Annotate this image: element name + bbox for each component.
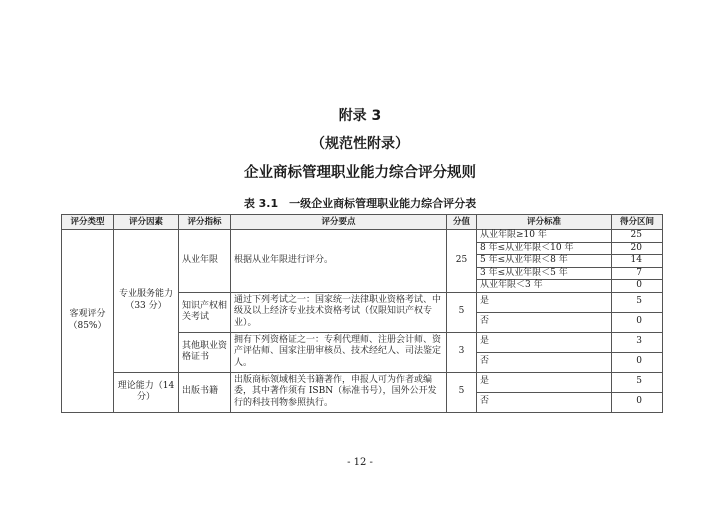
indicator-cell: 其他职业资格证书 (179, 332, 231, 372)
point-cell: 通过下列考试之一：国家统一法律职业资格考试、中级及以上经济专业技术资格考试（仅限知识产权专业）。 (231, 292, 447, 332)
range-cell: 5 (612, 292, 663, 312)
factor-cell: 专业服务能力（33 分） (114, 230, 179, 373)
category-cell: 客观评分（85%） (62, 230, 114, 413)
indicator-cell: 出版书籍 (179, 372, 231, 412)
header-range: 得分区间 (612, 215, 663, 230)
appendix-note: （规范性附录） (311, 136, 409, 152)
standard-cell: 否 (477, 392, 612, 412)
point-cell: 出版商标领域相关书籍著作，申报人可为作者或编委，其中著作须有 ISBN（标准书号），国外公开发行的科技刊物参照执行。 (231, 372, 447, 412)
standard-cell: 是 (477, 292, 612, 312)
standard-cell: 是 (477, 332, 612, 352)
appendix-label: 附录 3 (338, 108, 382, 124)
standard-cell: 8 年≤从业年限＜10 年 (477, 242, 612, 255)
table-header-row (62, 215, 663, 230)
score-cell: 5 (447, 372, 477, 412)
range-cell: 0 (612, 392, 663, 412)
header-standard: 评分标准 (477, 215, 612, 230)
range-cell: 3 (612, 332, 663, 352)
score-cell: 3 (447, 332, 477, 372)
point-cell: 拥有下列资格证之一：专利代理师、注册会计师、资产评估师、国家注册审核员、技术经纪人、司法鉴定人。 (231, 332, 447, 372)
table-row (62, 230, 663, 243)
table-row (62, 372, 663, 392)
header-point: 评分要点 (231, 215, 447, 230)
point-cell: 根据从业年限进行评分。 (231, 230, 447, 293)
factor-cell: 理论能力（14 分） (114, 372, 179, 412)
range-cell: 7 (612, 267, 663, 280)
standard-cell: 否 (477, 352, 612, 372)
table-caption: 表 3.1 一级企业商标管理职业能力综合评分表 (243, 197, 477, 210)
standard-cell: 从业年限＜3 年 (477, 280, 612, 293)
page-number: - 12 - (347, 457, 373, 468)
standard-cell: 是 (477, 372, 612, 392)
range-cell: 0 (612, 352, 663, 372)
standard-cell: 5 年≤从业年限＜8 年 (477, 255, 612, 268)
score-table (61, 214, 663, 413)
indicator-cell: 知识产权相关考试 (179, 292, 231, 332)
range-cell: 20 (612, 242, 663, 255)
range-cell: 0 (612, 312, 663, 332)
indicator-cell: 从业年限 (179, 230, 231, 293)
score-cell: 5 (447, 292, 477, 332)
header-factor: 评分因素 (114, 215, 179, 230)
range-cell: 14 (612, 255, 663, 268)
header-category: 评分类型 (62, 215, 114, 230)
range-cell: 0 (612, 280, 663, 293)
rules-title: 企业商标管理职业能力综合评分规则 (244, 165, 476, 181)
standard-cell: 从业年限≥10 年 (477, 230, 612, 243)
score-cell: 25 (447, 230, 477, 293)
standard-cell: 3 年≤从业年限＜5 年 (477, 267, 612, 280)
header-indicator: 评分指标 (179, 215, 231, 230)
header-score: 分值 (447, 215, 477, 230)
range-cell: 25 (612, 230, 663, 243)
standard-cell: 否 (477, 312, 612, 332)
range-cell: 5 (612, 372, 663, 392)
